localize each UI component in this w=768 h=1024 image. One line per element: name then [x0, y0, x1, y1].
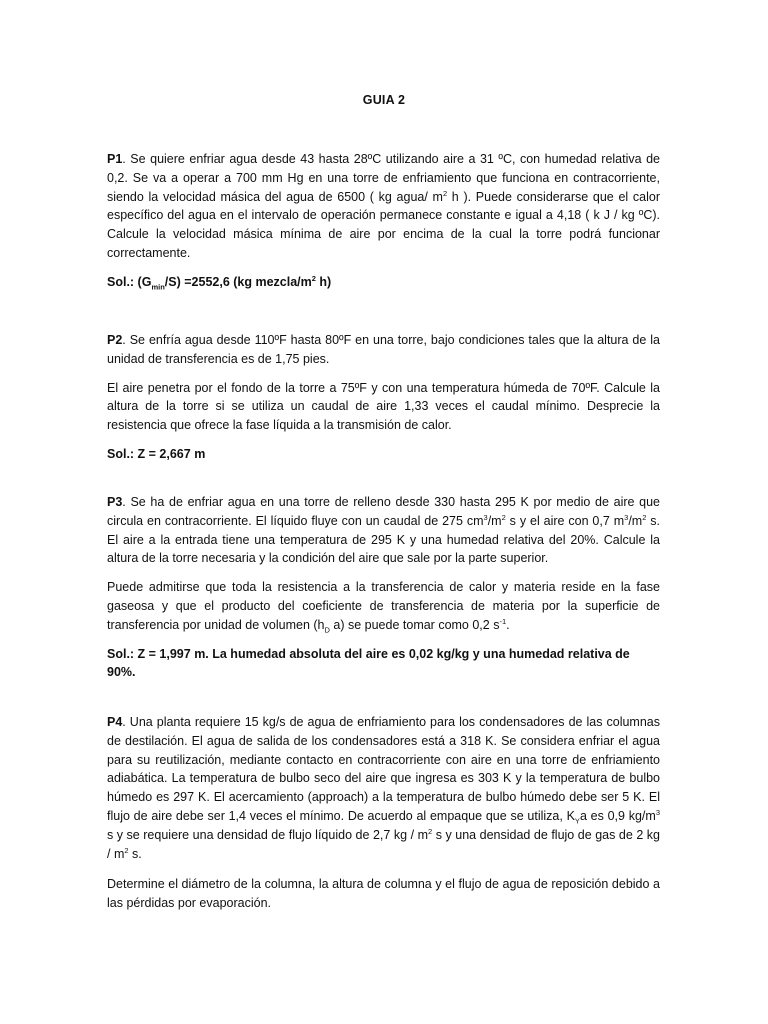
text-run: . [506, 617, 510, 632]
text-run: a) se puede tomar como 0,2 s [329, 617, 500, 632]
subscript-text: min [151, 282, 165, 292]
text-run: /S) =2552,6 (kg mezcla/m [164, 274, 312, 289]
text-run: Una planta requiere 15 kg/s de agua de enfriamiento para los condensadores de las columnas de destilación. El agua de salida de los condensadores está a 318 K. Se considera enfriar el agua para su reutilización, mediante contacto en contracorriente con aire en una torre de enfriamiento adiabática. La temperatura de bulbo seco del aire que ingresa es 303 K y la temperatura de bulbo húmedo es 297 K. El acercamiento (approach) a la temperatura de bulbo húmedo debe ser 5 K. El flujo de aire debe ser 1,4 veces el mínimo. De acuerdo al empaque que se utiliza, K [107, 715, 660, 823]
solution-line [107, 445, 660, 464]
problem-p3 [107, 493, 660, 682]
text-run: a es 0,9 kg/m [579, 808, 656, 823]
text-run: Se quiere enfriar agua desde 43 hasta 28ºC utilizando aire a 31 ºC, con humedad relativa de 0,2. Se va a operar a 700 mm Hg en una torre de enfriamiento que funciona en contracorriente, siendo la velocidad másica del agua de 6500 ( kg agua/ m [107, 152, 660, 204]
text-run: s. El aire a la entrada tiene una temperatura de 295 K y una humedad relativa del 20%. Calcule la altura de la torre necesaria y la condición del aire que sale por la parte superior. [107, 513, 661, 566]
problem-label: P4 [107, 715, 123, 729]
text-run: Determine el diámetro de la columna, la altura de columna y el flujo de agua de reposición debido a las pérdidas por evaporación. [107, 877, 660, 911]
problem-paragraph [107, 493, 660, 568]
problem-p1 [107, 150, 660, 292]
problem-paragraph [107, 578, 660, 634]
text-run: /m [487, 513, 502, 528]
text-run: s. [128, 846, 142, 861]
text-run: Puede admitirse que toda la resistencia a la transferencia de calor y materia reside en la fase gaseosa y que el producto del coeficiente de transferencia de materia por la superficie de transferencia por unidad de volumen (h [107, 580, 660, 632]
superscript-text: -1 [499, 616, 507, 626]
problem-label: P3 [107, 495, 123, 509]
solution-line [107, 645, 660, 683]
text-run: h) [315, 274, 332, 289]
text-run: Sol.: Z = 2,667 m [107, 446, 206, 461]
subscript-text: Y [574, 816, 580, 826]
text-run: h ). Puede considerarse que el calor específico del agua en el intervalo de operación permanece constante e igual a 4,18 ( k J / kg ºC). Calcule la velocidad másica mínima de aire por encima de la cual la torre podrá funcionar correctamente. [107, 189, 660, 260]
document-title: GUIA 2 [362, 93, 406, 107]
solution-line [107, 273, 660, 292]
problem-paragraph [107, 150, 660, 263]
label-separator: . [122, 715, 126, 729]
text-run: Sol.: Z = 1,997 m. La humedad absoluta del aire es 0,02 kg/kg y una humedad relativa de 90%. [107, 646, 630, 680]
text-run: Se enfría agua desde 110ºF hasta 80ºF en una torre, bajo condiciones tales que la altura de la unidad de transferencia es de 1,75 pies. [107, 333, 660, 366]
problem-p2 [107, 331, 660, 464]
text-run: /m [628, 513, 643, 528]
superscript-text: 2 [501, 512, 506, 522]
problem-paragraph [107, 875, 660, 913]
superscript-text: 2 [428, 826, 433, 836]
superscript-text: 2 [442, 188, 448, 198]
label-separator: . [122, 495, 126, 509]
text-run: Sol.: (G [107, 274, 152, 289]
text-run: El aire penetra por el fondo de la torre a 75ºF y con una temperatura húmeda de 70ºF. Calcule la altura de la torre si se utiliza un caudal de aire 1,33 veces el caudal mínimo. Desprecie la resistencia que ofrece la fase líquida a la transmisión de calor. [107, 380, 660, 433]
superscript-text: 2 [124, 845, 129, 855]
problem-paragraph [107, 713, 660, 863]
superscript-text: 2 [311, 273, 316, 283]
problem-p4 [107, 713, 660, 925]
problem-label: P2 [107, 333, 123, 347]
problem-paragraph [107, 379, 660, 435]
text-run: s y una densidad de flujo de gas de 2 kg / m [107, 827, 660, 861]
problem-paragraph [107, 331, 660, 369]
superscript-text: 3 [624, 512, 629, 522]
label-separator: . [122, 152, 126, 166]
superscript-text: 3 [483, 512, 488, 522]
text-run: Se ha de enfriar agua en una torre de relleno desde 330 hasta 295 K por medio de aire que circula en contracorriente. El líquido fluye con un caudal de 275 cm [107, 495, 660, 528]
problem-label: P1 [107, 152, 123, 166]
label-separator: . [122, 333, 126, 347]
text-run: s y se requiere una densidad de flujo líquido de 2,7 kg / m [107, 827, 429, 842]
subscript-text: D [324, 625, 330, 635]
superscript-text: 2 [642, 512, 647, 522]
superscript-text: 3 [655, 807, 660, 817]
text-run: s y el aire con 0,7 m [505, 513, 625, 528]
